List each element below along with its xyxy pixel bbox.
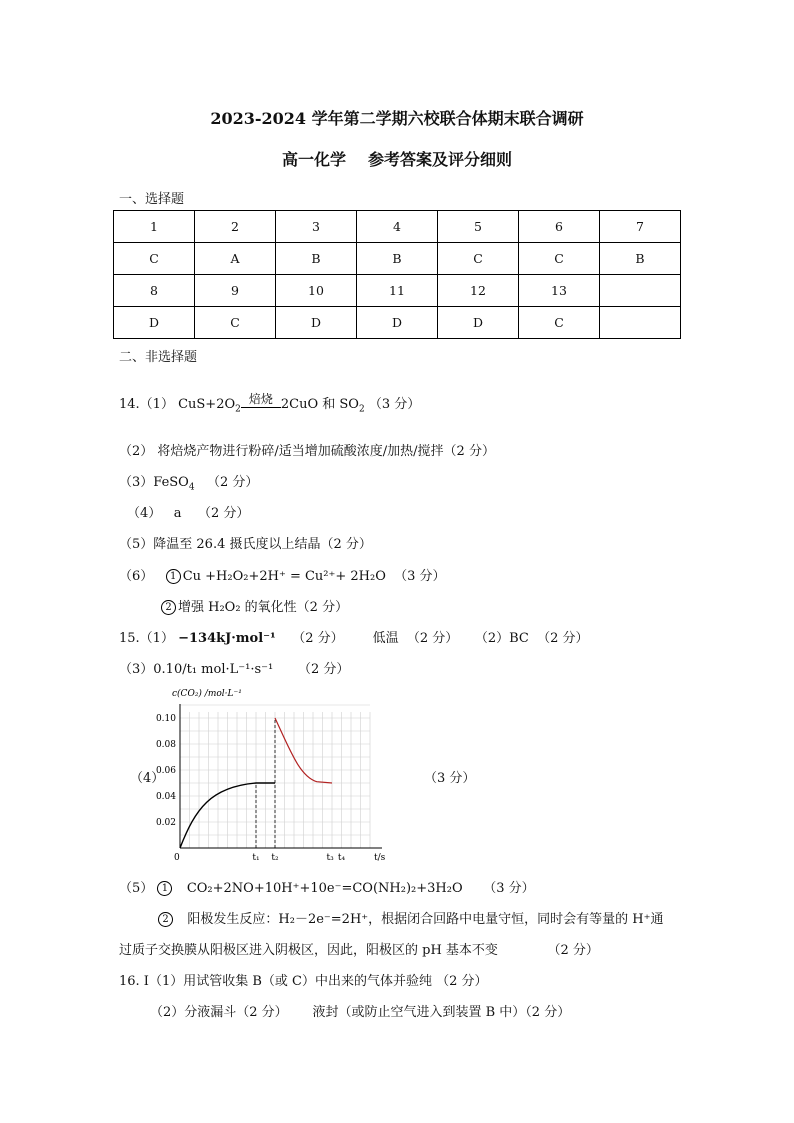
table-cell: 10 xyxy=(276,275,357,307)
table-cell: 6 xyxy=(519,211,600,243)
table-row xyxy=(114,243,681,275)
x-axis-label: t/s xyxy=(374,853,386,863)
q14-line7 xyxy=(161,596,348,615)
table-cell: 8 xyxy=(114,275,195,307)
circled-number-1: 1 xyxy=(166,569,181,584)
q15-1-answer2: 低温 xyxy=(372,631,399,646)
q15-3-score: （2 分） xyxy=(298,662,350,677)
q14-line5: （5）降温至 26.4 摄氏度以上结晶（2 分） xyxy=(119,537,372,552)
q14-3-score: （2 分） xyxy=(206,475,259,490)
q15-7-score: （2 分） xyxy=(547,943,599,958)
equals-line xyxy=(241,407,281,408)
table-cell: 11 xyxy=(357,275,438,307)
table-cell: C xyxy=(195,307,276,339)
table-cell: 2 xyxy=(195,211,276,243)
circled-number-1: 1 xyxy=(157,881,172,896)
q14-line4 xyxy=(127,502,249,521)
answer-table xyxy=(113,210,681,339)
q14-eq-right: 2CuO 和 SO xyxy=(280,397,359,412)
x-tick-label: t₃ xyxy=(326,853,334,863)
q16-line1: 16. I（1）用试管收集 B（或 C）中出来的气体并验纯 （2 分） xyxy=(119,974,488,989)
q14-eq-left: 14.（1） CuS+2O xyxy=(119,397,236,412)
q15-1-number: 15.（1） xyxy=(119,631,174,646)
q15-line3 xyxy=(119,658,349,677)
table-cell: 5 xyxy=(438,211,519,243)
q15-1-score: （2 分） xyxy=(292,631,344,646)
q15-5-score: （3 分） xyxy=(483,881,535,896)
q14-6-number: （6） xyxy=(119,569,154,584)
q16-2-answer2: 液封（或防止空气进入到装置 B 中）（2 分） xyxy=(312,1005,571,1020)
circled-number-2: 2 xyxy=(161,600,176,615)
table-cell: C xyxy=(114,243,195,275)
q15-2-answer: （2）BC xyxy=(474,631,529,646)
page-title: 2023-2024 学年第二学期六校联合体期末联合调研 xyxy=(210,109,584,128)
x-tick-label: t₁ xyxy=(252,853,260,863)
x-tick-label: t₄ xyxy=(337,853,346,863)
q14-line6 xyxy=(119,565,446,584)
concentration-chart xyxy=(150,684,400,864)
q14-4-number: （4） xyxy=(127,506,162,521)
q14-3-answer: （3）FeSO xyxy=(119,475,189,490)
section1-label: 一、选择题 xyxy=(119,192,185,207)
table-cell: 12 xyxy=(438,275,519,307)
table-cell: 13 xyxy=(519,275,600,307)
q15-line1 xyxy=(119,627,589,646)
y-tick-label: 0.10 xyxy=(155,714,176,724)
table-cell: A xyxy=(195,243,276,275)
table-cell: B xyxy=(276,243,357,275)
origin-label: 0 xyxy=(174,853,180,863)
table-row xyxy=(114,211,681,243)
q14-4-answer: a xyxy=(173,506,182,521)
reaction-condition xyxy=(241,392,281,408)
q14-so-subscript: 2 xyxy=(358,404,365,415)
table-cell: D xyxy=(357,307,438,339)
table-cell xyxy=(600,275,681,307)
page-subtitle xyxy=(0,147,794,170)
table-cell xyxy=(600,307,681,339)
table-row xyxy=(114,307,681,339)
table-row xyxy=(114,275,681,307)
table-cell: B xyxy=(600,243,681,275)
table-cell: D xyxy=(114,307,195,339)
table-cell: 4 xyxy=(357,211,438,243)
q14-line3 xyxy=(119,471,258,493)
q14-o-subscript: 2 xyxy=(235,404,241,415)
y-tick-label: 0.02 xyxy=(155,818,176,828)
q15-1-answer: −134kJ·mol⁻¹ xyxy=(178,631,276,646)
table-cell: D xyxy=(276,307,357,339)
section2-label: 二、非选择题 xyxy=(119,350,198,365)
table-cell: 9 xyxy=(195,275,276,307)
x-tick-label: t₂ xyxy=(271,853,279,863)
table-cell: 7 xyxy=(600,211,681,243)
chart-axes xyxy=(180,704,382,848)
subtitle-subject: 高一化学 xyxy=(281,150,346,169)
table-cell: D xyxy=(438,307,519,339)
q15-1-score2: （2 分） xyxy=(406,631,459,646)
q14-score: （3 分） xyxy=(368,397,421,412)
q15-5-number: （5） xyxy=(119,881,154,896)
condition-label: 焙烧 xyxy=(248,392,273,406)
table-cell: 3 xyxy=(276,211,357,243)
q15-7-text: 过质子交换膜从阳极区进入阴极区，因此，阳极区的 pH 基本不变 xyxy=(119,943,498,958)
table-cell: C xyxy=(519,307,600,339)
q14-6-score: （3 分） xyxy=(394,569,446,584)
subtitle-heading: 参考答案及评分细则 xyxy=(368,150,513,169)
q14-7-text: 增强 H₂O₂ 的氧化性（2 分） xyxy=(178,600,349,615)
y-tick-label: 0.04 xyxy=(155,792,176,802)
q15-4-score: （3 分） xyxy=(424,771,476,786)
q15-line7 xyxy=(119,939,599,958)
q14-6-equation: Cu +H₂O₂+2H⁺ = Cu²⁺+ 2H₂O xyxy=(182,569,386,584)
q15-5-equation: CO₂+2NO+10H⁺+10e⁻=CO(NH₂)₂+3H₂O xyxy=(186,881,463,896)
q14-line1 xyxy=(119,393,420,415)
table-cell: B xyxy=(357,243,438,275)
q14-line2: （2） 将焙烧产物进行粉碎/适当增加硫酸浓度/加热/搅拌（2 分） xyxy=(119,444,495,459)
y-axis-label: c(CO₂) /mol·L⁻¹ xyxy=(172,689,242,699)
q15-2-score: （2 分） xyxy=(537,631,589,646)
q15-3-answer: （3）0.10/t₁ mol·L⁻¹·s⁻¹ xyxy=(119,662,274,677)
q16-line2 xyxy=(150,1001,570,1020)
q16-2-answer: （2）分液漏斗（2 分） xyxy=(150,1005,288,1020)
q15-6-text: 阳极发生反应：H₂－2e⁻=2H⁺，根据闭合回路中电量守恒，同时会有等量的 H⁺通 xyxy=(187,912,664,927)
q15-line5 xyxy=(119,877,535,896)
table-cell: C xyxy=(438,243,519,275)
table-cell: C xyxy=(519,243,600,275)
table-cell: 1 xyxy=(114,211,195,243)
q14-4-score: （2 分） xyxy=(197,506,250,521)
q15-line6 xyxy=(158,908,663,927)
q15-4-number: （4） xyxy=(130,771,165,786)
q14-3-subscript: 4 xyxy=(188,482,195,493)
y-tick-label: 0.08 xyxy=(155,740,176,750)
y-tick-label: 0.06 xyxy=(155,766,176,776)
circled-number-2: 2 xyxy=(158,912,173,927)
